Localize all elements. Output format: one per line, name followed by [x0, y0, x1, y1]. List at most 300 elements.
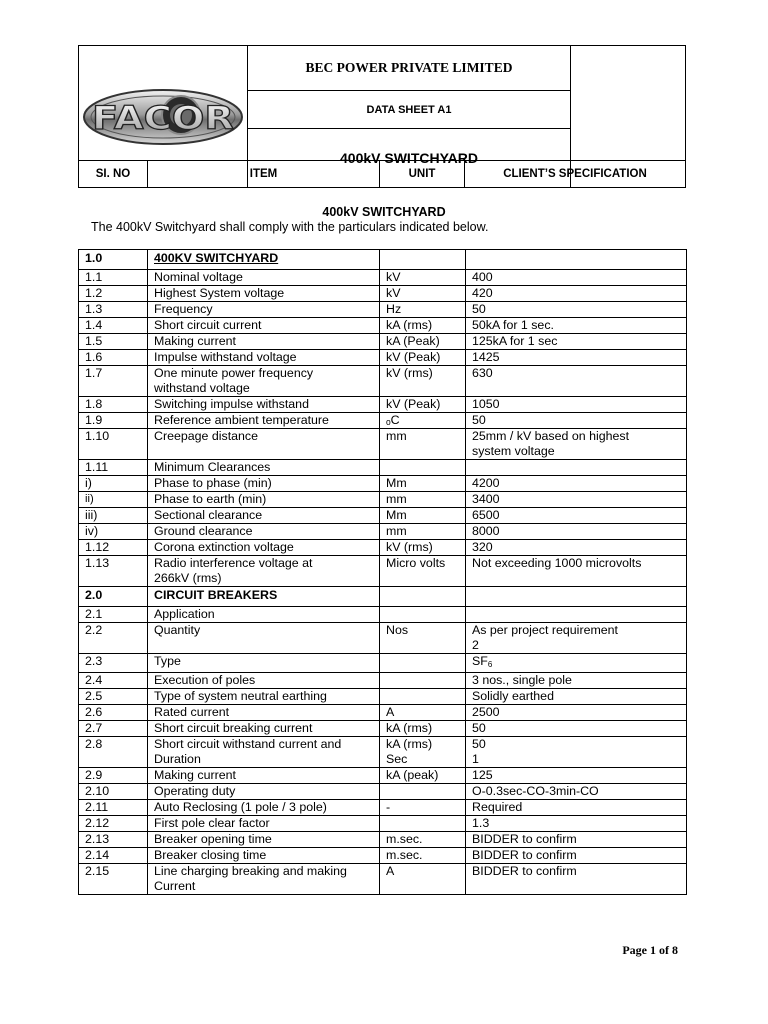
cell-item-text: Short circuit withstand current and Duration [154, 737, 342, 766]
cell-item [148, 689, 380, 705]
cell-item-text: Quantity [154, 623, 201, 637]
cell-item [148, 524, 380, 540]
cell-spec [466, 784, 687, 800]
cell-sino-text: 2.9 [85, 768, 103, 782]
table-row [79, 334, 687, 350]
table-row [79, 318, 687, 334]
cell-unit-text: kA (Peak) [386, 334, 440, 348]
cell-item-text: Highest System voltage [154, 286, 285, 300]
cell-sino [79, 784, 148, 800]
cell-sino [79, 689, 148, 705]
table-row [79, 508, 687, 524]
table-row [79, 607, 687, 623]
cell-sino [79, 270, 148, 286]
cell-item [148, 318, 380, 334]
cell-unit-text: A [386, 705, 395, 719]
cell-spec-text: 6500 [472, 508, 500, 522]
cell-sino [79, 524, 148, 540]
cell-sino-text: iv) [85, 524, 99, 538]
cell-sino [79, 460, 148, 476]
table-row [79, 250, 687, 270]
cell-spec-text: 400 [472, 270, 493, 284]
cell-unit-text: Mm [386, 476, 407, 490]
cell-spec [466, 556, 687, 587]
table-row [79, 397, 687, 413]
cell-item-text: Sectional clearance [154, 508, 263, 522]
cell-sino-text: 1.1 [85, 270, 103, 284]
cell-item-text: Creepage distance [154, 429, 259, 443]
cell-unit-text: mm [386, 492, 407, 506]
cell-item-text: Switching impulse withstand [154, 397, 309, 411]
cell-sino-text: 1.4 [85, 318, 103, 332]
table-row [79, 816, 687, 832]
cell-sino-text: 1.3 [85, 302, 103, 316]
cell-spec [466, 689, 687, 705]
cell-spec [466, 654, 687, 673]
cell-unit [380, 286, 466, 302]
cell-spec-text: BIDDER to confirm [472, 864, 577, 878]
cell-sino-text: 1.10 [85, 429, 110, 443]
table-row [79, 366, 687, 397]
cell-spec-text: 1050 [472, 397, 500, 411]
cell-unit [380, 800, 466, 816]
cell-sino-text: 2.5 [85, 689, 103, 703]
cell-spec-text: As per project requirement 2 [472, 623, 619, 652]
table-row [79, 768, 687, 784]
cell-sino [79, 350, 148, 366]
cell-spec [466, 286, 687, 302]
table-row [79, 673, 687, 689]
logo-text: FACOR [92, 98, 234, 137]
cell-spec [466, 318, 687, 334]
cell-item [148, 366, 380, 397]
cell-spec-text: 4200 [472, 476, 500, 490]
cell-unit-text: kV (Peak) [386, 397, 441, 411]
subscript: 6 [487, 660, 493, 669]
cell-sino-text: 2.10 [85, 784, 110, 798]
cell-unit [380, 366, 466, 397]
cell-spec [466, 429, 687, 460]
cell-spec [466, 737, 687, 768]
cell-sino [79, 286, 148, 302]
cell-unit [380, 623, 466, 654]
cell-sino-text: i) [85, 476, 92, 490]
cell-item [148, 270, 380, 286]
cell-unit-text: kV [386, 286, 401, 300]
cell-sino-text: 2.4 [85, 673, 103, 687]
cell-item-text: Corona extinction voltage [154, 540, 294, 554]
cell-unit-text: Micro volts [386, 556, 446, 570]
table-row [79, 832, 687, 848]
cell-sino [79, 318, 148, 334]
cell-sino [79, 334, 148, 350]
cell-sino-text: 2.13 [85, 832, 110, 846]
cell-item-text: Radio interference voltage at 266kV (rms) [154, 556, 313, 585]
cell-unit-text: kV (Peak) [386, 350, 441, 364]
cell-item-text: Operating duty [154, 784, 236, 798]
cell-unit [380, 864, 466, 895]
table-row [79, 689, 687, 705]
cell-item-text: Short circuit breaking current [154, 721, 313, 735]
cell-spec [466, 460, 687, 476]
cell-unit [380, 413, 466, 429]
cell-unit-text: kV (rms) [386, 366, 433, 380]
table-row [79, 350, 687, 366]
cell-item [148, 286, 380, 302]
table-row [79, 864, 687, 895]
cell-spec [466, 800, 687, 816]
cell-item [148, 334, 380, 350]
cell-item [148, 654, 380, 673]
cell-item [148, 800, 380, 816]
cell-sino [79, 816, 148, 832]
cell-spec-text: 1425 [472, 350, 500, 364]
cell-item [148, 476, 380, 492]
cell-spec-text: 50kA for 1 sec. [472, 318, 554, 332]
table-row [79, 784, 687, 800]
cell-unit [380, 492, 466, 508]
cell-spec-text: BIDDER to confirm [472, 848, 577, 862]
table-row [79, 429, 687, 460]
cell-item-text: Impulse withstand voltage [154, 350, 297, 364]
cell-sino [79, 864, 148, 895]
table-row [79, 270, 687, 286]
cell-spec [466, 413, 687, 429]
cell-sino [79, 737, 148, 768]
cell-unit [380, 705, 466, 721]
cell-spec [466, 816, 687, 832]
cell-sino-text: 1.5 [85, 334, 103, 348]
cell-sino [79, 429, 148, 460]
cell-spec-text: 125kA for 1 sec [472, 334, 558, 348]
cell-unit [380, 654, 466, 673]
cell-unit-text: kA (rms) Sec [386, 737, 433, 766]
cell-item [148, 429, 380, 460]
intro-text: The 400kV Switchyard shall comply with the particulars indicated below. [91, 220, 489, 234]
cell-item [148, 492, 380, 508]
cell-item [148, 784, 380, 800]
cell-item [148, 397, 380, 413]
cell-item-text: One minute power frequency withstand voltage [154, 366, 314, 395]
cell-sino-text: 2.0 [85, 588, 103, 602]
cell-spec [466, 350, 687, 366]
cell-unit [380, 832, 466, 848]
cell-item [148, 705, 380, 721]
cell-unit-text: Nos [386, 623, 409, 637]
table-row [79, 476, 687, 492]
cell-sino [79, 250, 148, 270]
cell-spec [466, 540, 687, 556]
cell-spec [466, 721, 687, 737]
cell-spec [466, 366, 687, 397]
cell-spec [466, 864, 687, 895]
table-row [79, 705, 687, 721]
cell-spec-text: 3400 [472, 492, 500, 506]
cell-sino [79, 654, 148, 673]
cell-spec-text: 50 [472, 302, 486, 316]
cell-item-text: Making current [154, 768, 236, 782]
cell-spec [466, 492, 687, 508]
data-sheet-label: DATA SHEET A1 [248, 91, 571, 129]
cell-sino-text: 2.12 [85, 816, 110, 830]
cell-spec-text: 1.3 [472, 816, 490, 830]
cell-sino [79, 673, 148, 689]
cell-item-text: Phase to earth (min) [154, 492, 267, 506]
table-row [79, 302, 687, 318]
cell-spec [466, 607, 687, 623]
cell-spec [466, 334, 687, 350]
cell-item-text: Breaker opening time [154, 832, 272, 846]
cell-sino-text: 1.9 [85, 413, 103, 427]
cell-item [148, 587, 380, 607]
cell-item-text: Execution of poles [154, 673, 256, 687]
cell-spec [466, 270, 687, 286]
cell-sino [79, 508, 148, 524]
cell-unit [380, 250, 466, 270]
cell-item-text: Minimum Clearances [154, 460, 271, 474]
cell-sino-text: 2.1 [85, 607, 103, 621]
cell-item-text: Short circuit current [154, 318, 262, 332]
table-row [79, 286, 687, 302]
cell-spec-text: 630 [472, 366, 493, 380]
cell-unit [380, 587, 466, 607]
cell-item-text: Making current [154, 334, 236, 348]
cell-unit [380, 429, 466, 460]
cell-unit [380, 540, 466, 556]
cell-unit [380, 334, 466, 350]
cell-item [148, 832, 380, 848]
cell-item [148, 460, 380, 476]
cell-sino [79, 587, 148, 607]
cell-item [148, 673, 380, 689]
cell-spec-text: 50 [472, 413, 486, 427]
cell-unit [380, 848, 466, 864]
cell-item-text: Rated current [154, 705, 230, 719]
cell-unit [380, 318, 466, 334]
cell-unit-text: mm [386, 524, 407, 538]
cell-unit [380, 673, 466, 689]
cell-unit-text: kA (peak) [386, 768, 439, 782]
cell-unit [380, 270, 466, 286]
table-row [79, 654, 687, 673]
cell-spec-text: 420 [472, 286, 493, 300]
table-row [79, 721, 687, 737]
cell-sino [79, 492, 148, 508]
cell-unit [380, 476, 466, 492]
cell-spec-text: 320 [472, 540, 493, 554]
cell-unit-text: A [386, 864, 395, 878]
cell-item [148, 250, 380, 270]
cell-unit-text: m.sec. [386, 848, 423, 862]
cell-item-text: Line charging breaking and making Current [154, 864, 347, 893]
table-row [79, 737, 687, 768]
cell-spec-text: Not exceeding 1000 microvolts [472, 556, 642, 570]
table-row [79, 413, 687, 429]
cell-unit [380, 784, 466, 800]
cell-sino [79, 413, 148, 429]
col-head-item: ITEM [148, 161, 380, 188]
cell-item-text: First pole clear factor [154, 816, 270, 830]
cell-sino [79, 476, 148, 492]
cell-item [148, 607, 380, 623]
cell-sino-text: 2.14 [85, 848, 110, 862]
table-row [79, 540, 687, 556]
cell-spec [466, 397, 687, 413]
table-row [79, 524, 687, 540]
cell-sino-text: 2.11 [85, 800, 109, 814]
cell-sino-text: iii) [85, 508, 98, 522]
cell-unit-text: kA (rms) [386, 318, 433, 332]
cell-unit [380, 768, 466, 784]
cell-sino-text: 2.15 [85, 864, 110, 878]
cell-sino-text: 2.8 [85, 737, 103, 751]
cell-spec [466, 476, 687, 492]
cell-spec-text: 125 [472, 768, 493, 782]
table-row [79, 800, 687, 816]
cell-item [148, 737, 380, 768]
cell-item-text: Type of system neutral earthing [154, 689, 327, 703]
cell-unit-text: mm [386, 429, 407, 443]
cell-item-text: 400KV SWITCHYARD [154, 251, 279, 265]
cell-spec [466, 508, 687, 524]
cell-sino [79, 721, 148, 737]
cell-unit-text: kA (rms) [386, 721, 433, 735]
cell-spec-text: BIDDER to confirm [472, 832, 577, 846]
cell-sino [79, 832, 148, 848]
table-row [79, 556, 687, 587]
cell-sino-text: 2.3 [85, 654, 103, 668]
cell-spec-text: 3 nos., single pole [472, 673, 572, 687]
cell-sino-text: 1.11 [85, 460, 109, 474]
cell-sino-text: 1.0 [85, 251, 103, 265]
cell-item [148, 540, 380, 556]
cell-unit [380, 556, 466, 587]
cell-unit [380, 607, 466, 623]
cell-sino-text: 2.2 [85, 623, 103, 637]
cell-sino [79, 800, 148, 816]
cell-sino-text: 2.6 [85, 705, 103, 719]
company-name: BEC POWER PRIVATE LIMITED [248, 46, 571, 91]
cell-sino [79, 768, 148, 784]
table-row [79, 848, 687, 864]
table-row [79, 460, 687, 476]
company-logo [82, 77, 244, 157]
cell-item-text: Frequency [154, 302, 213, 316]
cell-item-text: Phase to phase (min) [154, 476, 272, 490]
cell-spec-text: 50 [472, 721, 486, 735]
cell-unit [380, 721, 466, 737]
cell-unit [380, 508, 466, 524]
cell-unit [380, 460, 466, 476]
cell-spec-text: Required [472, 800, 523, 814]
cell-sino [79, 705, 148, 721]
cell-unit-text: Mm [386, 508, 407, 522]
cell-item [148, 350, 380, 366]
cell-unit [380, 816, 466, 832]
cell-spec [466, 250, 687, 270]
cell-spec [466, 302, 687, 318]
cell-sino [79, 397, 148, 413]
cell-sino-text: 1.2 [85, 286, 103, 300]
cell-item [148, 413, 380, 429]
cell-unit-text: m.sec. [386, 832, 423, 846]
table-row [79, 587, 687, 607]
cell-spec [466, 623, 687, 654]
cell-spec-text: 50 1 [472, 737, 486, 766]
table-row [79, 492, 687, 508]
cell-spec [466, 832, 687, 848]
col-head-spec: CLIENT’S SPECIFICATION [465, 161, 686, 188]
cell-item [148, 508, 380, 524]
cell-unit-text: kV [386, 270, 401, 284]
cell-spec [466, 768, 687, 784]
cell-spec-text: O-0.3sec-CO-3min-CO [472, 784, 599, 798]
cell-sino [79, 607, 148, 623]
cell-item [148, 864, 380, 895]
cell-unit-text: kV (rms) [386, 540, 433, 554]
column-header-row [78, 160, 686, 188]
intro-title: 400kV SWITCHYARD [322, 205, 446, 219]
cell-spec [466, 673, 687, 689]
cell-spec-text: SF [472, 654, 488, 668]
document-title: 400kV SWITCHYARD [248, 129, 571, 188]
cell-item-text: Type [154, 654, 181, 668]
col-head-unit: UNIT [380, 161, 465, 188]
cell-spec [466, 705, 687, 721]
cell-item [148, 816, 380, 832]
cell-unit [380, 302, 466, 318]
cell-item [148, 768, 380, 784]
cell-sino [79, 623, 148, 654]
cell-item [148, 302, 380, 318]
cell-spec-text: 25mm / kV based on highest system voltage [472, 429, 630, 458]
cell-item-text: CIRCUIT BREAKERS [154, 588, 278, 602]
cell-spec-text: Solidly earthed [472, 689, 554, 703]
cell-sino-text: 1.13 [85, 556, 110, 570]
cell-item-text: Reference ambient temperature [154, 413, 329, 427]
page-number: Page 1 of 8 [622, 943, 678, 957]
cell-unit [380, 689, 466, 705]
cell-item-text: Nominal voltage [154, 270, 243, 284]
cell-unit-text: - [386, 800, 391, 814]
cell-sino-text: 1.8 [85, 397, 103, 411]
cell-sino [79, 302, 148, 318]
cell-sino-text: ii) [85, 493, 94, 505]
cell-spec-text: 8000 [472, 524, 500, 538]
table-row [79, 623, 687, 654]
cell-item-text: Application [154, 607, 215, 621]
cell-sino [79, 366, 148, 397]
cell-unit-text: ₒC [386, 413, 400, 427]
cell-unit [380, 397, 466, 413]
cell-unit-text: Hz [386, 302, 402, 316]
cell-sino-text: 2.7 [85, 721, 103, 735]
cell-sino [79, 848, 148, 864]
cell-sino-text: 1.6 [85, 350, 103, 364]
cell-sino [79, 556, 148, 587]
cell-sino-text: 1.7 [85, 366, 103, 380]
cell-spec [466, 848, 687, 864]
cell-item-text: Breaker closing time [154, 848, 267, 862]
cell-item [148, 556, 380, 587]
cell-spec [466, 524, 687, 540]
cell-sino [79, 540, 148, 556]
spec-table [78, 249, 687, 895]
cell-item-text: Ground clearance [154, 524, 253, 538]
cell-unit [380, 350, 466, 366]
col-head-sino: SI. NO [79, 161, 148, 188]
cell-unit [380, 524, 466, 540]
